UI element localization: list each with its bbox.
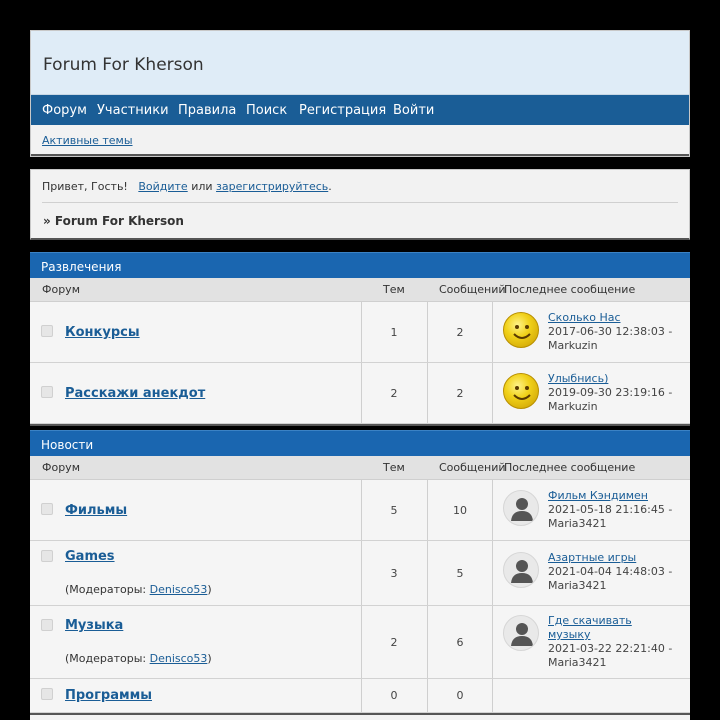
- forum-row: [30, 679, 690, 713]
- last-post-link-line2[interactable]: музыку: [548, 628, 591, 641]
- posts-count: 2: [456, 326, 464, 339]
- last-post-user: Maria3421: [548, 517, 607, 530]
- last-post-link-line1[interactable]: Где скачивать: [548, 614, 632, 627]
- topics-count: 5: [390, 504, 398, 517]
- moderators-label: (Модераторы:: [65, 652, 147, 665]
- last-post-user: Markuzin: [548, 339, 598, 352]
- smiley-avatar-icon[interactable]: [503, 373, 539, 409]
- last-post-user: Maria3421: [548, 656, 607, 669]
- forum-status-icon: [41, 325, 53, 337]
- main-nav: [31, 95, 689, 125]
- moderator-link[interactable]: Denisco53: [149, 652, 208, 665]
- forum-link[interactable]: Расскажи анекдот: [65, 386, 206, 401]
- last-post-info: [548, 614, 683, 670]
- category-news: [30, 430, 690, 720]
- register-link[interactable]: зарегистрируйтесь: [216, 180, 329, 193]
- col-last-post: Последнее сообщение: [504, 461, 636, 474]
- posts-count: 10: [453, 504, 467, 517]
- topics-count: 3: [390, 567, 398, 580]
- user-silhouette-icon[interactable]: [503, 490, 539, 526]
- user-silhouette-icon[interactable]: [503, 552, 539, 588]
- last-post-user: Markuzin: [548, 400, 598, 413]
- forum-row: [30, 480, 690, 541]
- nav-login[interactable]: Войти: [393, 103, 435, 118]
- forum-row: [30, 541, 690, 606]
- forum-link[interactable]: Программы: [65, 688, 152, 703]
- nav-register[interactable]: Регистрация: [299, 103, 387, 118]
- last-post-date: 2021-03-22 22:21:40 -: [548, 642, 673, 655]
- last-post-date: 2021-05-18 21:16:45 -: [548, 503, 673, 516]
- last-post-date: 2021-04-04 14:48:03 -: [548, 565, 673, 578]
- posts-count: 0: [456, 689, 464, 702]
- last-post-date: 2019-09-30 23:19:16 -: [548, 386, 673, 399]
- last-post-user: Maria3421: [548, 579, 607, 592]
- greeting-line: [42, 180, 332, 193]
- topics-count: 1: [390, 326, 398, 339]
- col-topics: Тем: [383, 283, 405, 296]
- site-title: Forum For Kherson: [43, 55, 204, 75]
- last-post-link[interactable]: Улыбнись): [548, 372, 609, 385]
- login-link[interactable]: Войдите: [138, 180, 188, 193]
- greeting-text: Привет, Гость!: [42, 180, 128, 193]
- user-silhouette-icon[interactable]: [503, 615, 539, 651]
- column-headers: [30, 456, 690, 480]
- category-bottom-border: [30, 713, 690, 715]
- col-topics: Тем: [383, 461, 405, 474]
- period-text: .: [328, 180, 332, 193]
- moderators-close: ): [207, 583, 212, 596]
- divider: [42, 202, 678, 203]
- welcome-box: [30, 169, 690, 240]
- forum-status-icon: [41, 386, 53, 398]
- forum-status-icon: [41, 503, 53, 515]
- breadcrumb[interactable]: » Forum For Kherson: [43, 214, 184, 228]
- forum-link[interactable]: Games: [65, 549, 115, 564]
- category-title[interactable]: Новости: [30, 430, 690, 456]
- forum-link[interactable]: Фильмы: [65, 503, 128, 518]
- forum-row: [30, 302, 690, 363]
- last-post-info: [548, 372, 683, 414]
- category-title[interactable]: Развлечения: [30, 252, 690, 278]
- category-bottom-border: [30, 424, 690, 426]
- posts-count: 5: [456, 567, 464, 580]
- last-post-link[interactable]: Фильм Кэндимен: [548, 489, 648, 502]
- moderator-link[interactable]: Denisco53: [149, 583, 208, 596]
- last-post-date: 2017-06-30 12:38:03 -: [548, 325, 673, 338]
- or-text: или: [191, 180, 213, 193]
- forum-link[interactable]: Конкурсы: [65, 325, 140, 340]
- moderators-line: [65, 583, 212, 596]
- topics-count: 0: [390, 689, 398, 702]
- moderators-close: ): [207, 652, 212, 665]
- forum-status-icon: [41, 619, 53, 631]
- nav-members[interactable]: Участники: [97, 103, 169, 118]
- last-post-link[interactable]: Азартные игры: [548, 551, 637, 564]
- topics-count: 2: [390, 387, 398, 400]
- last-post-info: [548, 489, 683, 531]
- nav-forum[interactable]: Форум: [42, 103, 87, 118]
- forum-status-icon: [41, 550, 53, 562]
- last-post-info: [548, 311, 683, 353]
- smiley-avatar-icon[interactable]: [503, 312, 539, 348]
- column-headers: [30, 278, 690, 302]
- posts-count: 6: [456, 636, 464, 649]
- col-forum: Форум: [42, 461, 80, 474]
- col-last-post: Последнее сообщение: [504, 283, 636, 296]
- active-topics-link[interactable]: Активные темы: [42, 134, 133, 147]
- nav-rules[interactable]: Правила: [178, 103, 237, 118]
- forum-row: [30, 606, 690, 679]
- col-posts: Сообщений: [439, 461, 506, 474]
- moderators-line: [65, 652, 212, 665]
- forum-status-icon: [41, 688, 53, 700]
- col-forum: Форум: [42, 283, 80, 296]
- col-posts: Сообщений: [439, 283, 506, 296]
- site-header: [30, 30, 690, 157]
- topics-count: 2: [390, 636, 398, 649]
- forum-link[interactable]: Музыка: [65, 618, 124, 633]
- last-post-link[interactable]: Сколько Нас: [548, 311, 621, 324]
- moderators-label: (Модераторы:: [65, 583, 147, 596]
- forum-row: [30, 363, 690, 424]
- category-entertainment: [30, 252, 690, 426]
- last-post-info: [548, 551, 683, 593]
- posts-count: 2: [456, 387, 464, 400]
- sub-nav: [31, 125, 689, 156]
- nav-search[interactable]: Поиск: [246, 103, 288, 118]
